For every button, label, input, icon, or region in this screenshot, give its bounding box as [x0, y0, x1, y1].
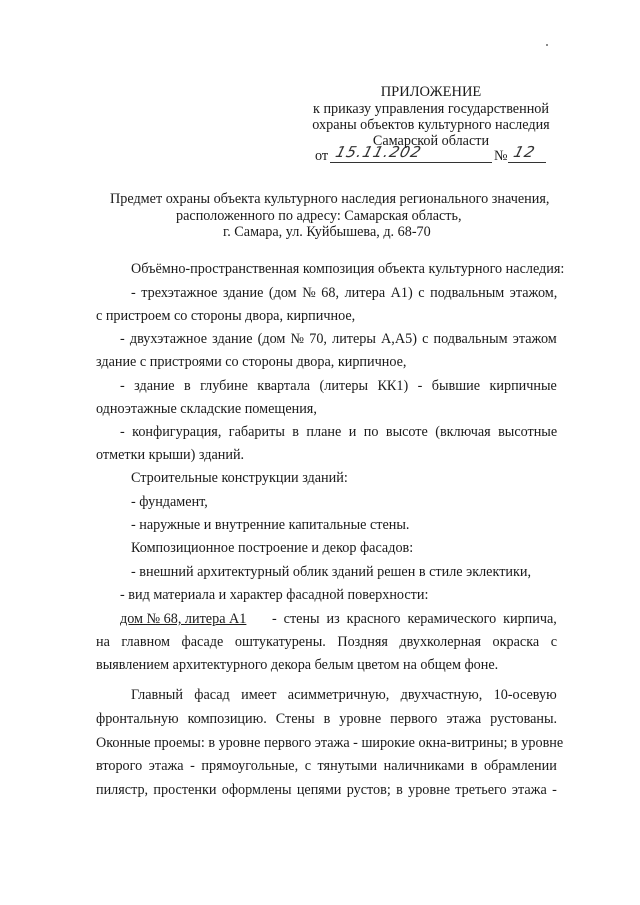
subject-line-3: г. Самара, ул. Куйбышева, д. 68-70: [223, 224, 431, 240]
item-building-70-line1: - двухэтажное здание (дом № 70, литеры А,А5) с подвальным этажом: [120, 331, 557, 347]
number-prefix: №: [494, 148, 508, 164]
item-warehouse-line1: - здание в глубине квартала (литеры КК1) - бывшие кирпичные: [120, 378, 557, 394]
item-warehouse-line2: одноэтажные складские помещения,: [96, 401, 317, 417]
item-configuration-line2: отметки крыши) зданий.: [96, 447, 245, 463]
subject-line-2: расположенного по адресу: Самарская область,: [176, 208, 462, 224]
facade-line3: Оконные проемы: в уровне первого этажа - широкие окна-витрины; в уровне: [96, 735, 564, 751]
item-material: - вид материала и характер фасадной поверхности:: [120, 587, 429, 603]
handwritten-number: 12: [511, 143, 538, 161]
item-building-70-line2: здание с пристроями со стороны двора, кирпичное,: [96, 354, 407, 370]
scan-speck: [546, 44, 548, 46]
header-line-3: Самарской области: [372, 133, 490, 149]
header-line-1: к приказу управления государственной: [313, 101, 549, 117]
material-line1-rest: - стены из красного керамического кирпича,: [272, 611, 557, 627]
appendix-title: ПРИЛОЖЕНИЕ: [380, 84, 482, 100]
facade-line4: второго этажа - прямоугольные, с тянутыми наличниками в обрамлении: [96, 758, 557, 774]
facade-line2: фронтальную композицию. Стены в уровне первого этажа рустованы.: [96, 711, 558, 727]
number-underline: [508, 162, 546, 163]
item-building-68-line1: - трехэтажное здание (дом № 68, литера А1) с подвальным этажом,: [131, 285, 558, 301]
item-walls: - наружные и внутренние капитальные стены.: [131, 517, 410, 533]
paragraph-structures: Строительные конструкции зданий:: [131, 470, 348, 486]
paragraph-composition: Композиционное построение и декор фасадов:: [131, 540, 414, 556]
underlined-building-ref: дом № 68, литера А1: [120, 611, 247, 627]
item-configuration-line1: - конфигурация, габариты в плане и по высоте (включая высотные: [120, 424, 558, 440]
material-line2: на главном фасаде оштукатурены. Поздняя двухколерная окраска с: [96, 634, 558, 650]
facade-line1: Главный фасад имеет асимметричную, двухчастную, 10-осевую: [131, 687, 557, 703]
handwritten-date: 15.11.202: [333, 143, 424, 161]
date-underline: [330, 162, 492, 163]
facade-line5: пилястр, простенки оформлены цепями рустов; в уровне третьего этажа -: [96, 782, 557, 798]
item-building-68-line2: с пристроем со стороны двора, кирпичное,: [96, 308, 356, 324]
item-foundation: - фундамент,: [131, 494, 208, 510]
subject-line-1: Предмет охраны объекта культурного наследия регионального значения,: [110, 191, 550, 207]
date-prefix: от: [315, 148, 329, 164]
material-line3: выявлением архитектурного декора белым цветом на общем фоне.: [96, 657, 499, 673]
paragraph-volume: Объёмно-пространственная композиция объекта культурного наследия:: [131, 261, 565, 277]
item-eclectic-style: - внешний архитектурный облик зданий решен в стиле эклектики,: [131, 564, 532, 580]
header-line-2: охраны объектов культурного наследия: [312, 117, 550, 133]
